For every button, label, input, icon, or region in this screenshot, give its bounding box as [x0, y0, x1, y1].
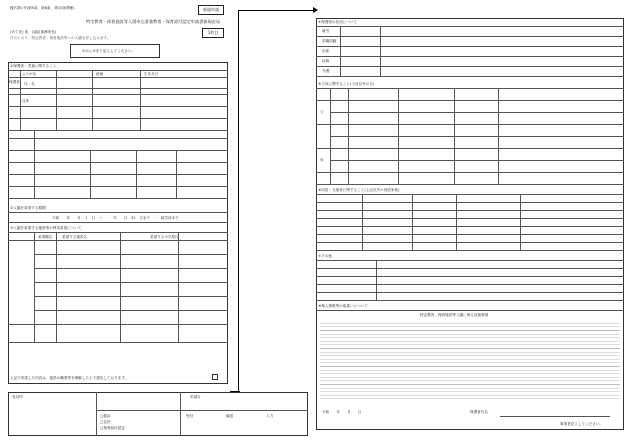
s3-col-facility: 希望する施設名 — [62, 235, 88, 239]
right-footer: 事業者記入してください。 — [560, 422, 604, 426]
r2-mother-label: 母 — [320, 158, 324, 162]
r2-father-label: 父 — [320, 110, 324, 114]
s1-parent-label: 保護者 — [9, 80, 20, 84]
s1-address-label: 住所 — [22, 99, 30, 103]
r1-row-5: 介護 — [322, 69, 330, 73]
left-form-area — [8, 62, 228, 384]
s3-title: ③入園を希望する施設等の利用希望について — [10, 226, 82, 230]
s1-birth-label: 生年月日 — [144, 72, 159, 76]
arrow-head-right — [313, 7, 318, 13]
s3-col-rank: 希望順位 — [38, 235, 53, 239]
apply-date-label: 申請日 — [190, 395, 201, 399]
r5-terms-text — [320, 320, 620, 402]
stamp-label-2: 確認 — [226, 414, 234, 418]
r1-row-4: 疾病 — [322, 59, 330, 63]
header-notice: 次のとおり、特定教育・保育施設等への入園を申し込みます。 — [10, 36, 111, 40]
signature-label: 保護者氏名 — [470, 410, 488, 414]
confirm-checkbox[interactable] — [212, 374, 218, 380]
receipt-badge: 新規申請 — [198, 5, 224, 15]
r1-title: ④保護者の状況について — [318, 20, 358, 24]
page-badge: 1枚目 — [202, 28, 224, 38]
s3-col-school: 希望する小学校区 — [150, 235, 179, 239]
s2-title: ②入園を希望する期間 — [10, 206, 46, 210]
addressee: (あて先) 宛 (福祉事務所長) — [10, 30, 57, 34]
s1-name-label: 氏 名 — [24, 82, 35, 86]
flow-arrow-top — [238, 10, 314, 11]
check-item-2: □住民 — [100, 420, 111, 424]
r1-row-1: 就労 — [322, 29, 330, 33]
s1-furigana-label: ふりがな — [22, 72, 37, 76]
r2-title: ⑤父母に関すること(父母以外の方) — [318, 82, 375, 86]
flow-arrow-vertical — [238, 10, 239, 392]
r4-title: ⑦その他 — [318, 254, 333, 258]
receipt-area — [8, 392, 308, 436]
signature-date: 令和 年 月 日 — [322, 410, 362, 414]
notice-text: ①から③まで記入してください。 — [82, 49, 136, 53]
r3-title: ⑥同居・支援者に関すること(上記以外の同居家族) — [318, 188, 400, 192]
r1-row-3: 出産 — [322, 49, 330, 53]
check-item-3: □保育給付認定 — [100, 426, 125, 430]
s1-title: ①保護者・児童に関すること — [10, 64, 57, 68]
s1-relation-label: 続柄 — [96, 72, 104, 76]
stamp-label-3: 入力 — [266, 414, 274, 418]
form-number: 様式第1号(第5条、第6条、第10条関係) — [10, 6, 75, 10]
check-item-1: □健診 — [100, 414, 111, 418]
footer-note: 上記で申請した内容は、施設の職業等を理解した上で提出しております。 — [10, 376, 129, 380]
r5-title: ⑧個人情報等の取扱いについて — [318, 304, 368, 308]
s2-period: 令和 年 月 １ 日 ～ 年 月 31 日まで ・ 就学前まで — [52, 216, 179, 220]
r5-subtitle: 特定教育・保育施設等入園に係る同意事項 — [420, 313, 489, 317]
receipt-label: 受付印 — [12, 395, 23, 399]
form-title: 特定教育・保育施設等入園申込書兼教育・保育給付認定申請書兼現況届 — [86, 19, 221, 24]
stamp-label-1: 受付 — [186, 414, 194, 418]
r1-row-2: 求職活動 — [322, 39, 337, 43]
